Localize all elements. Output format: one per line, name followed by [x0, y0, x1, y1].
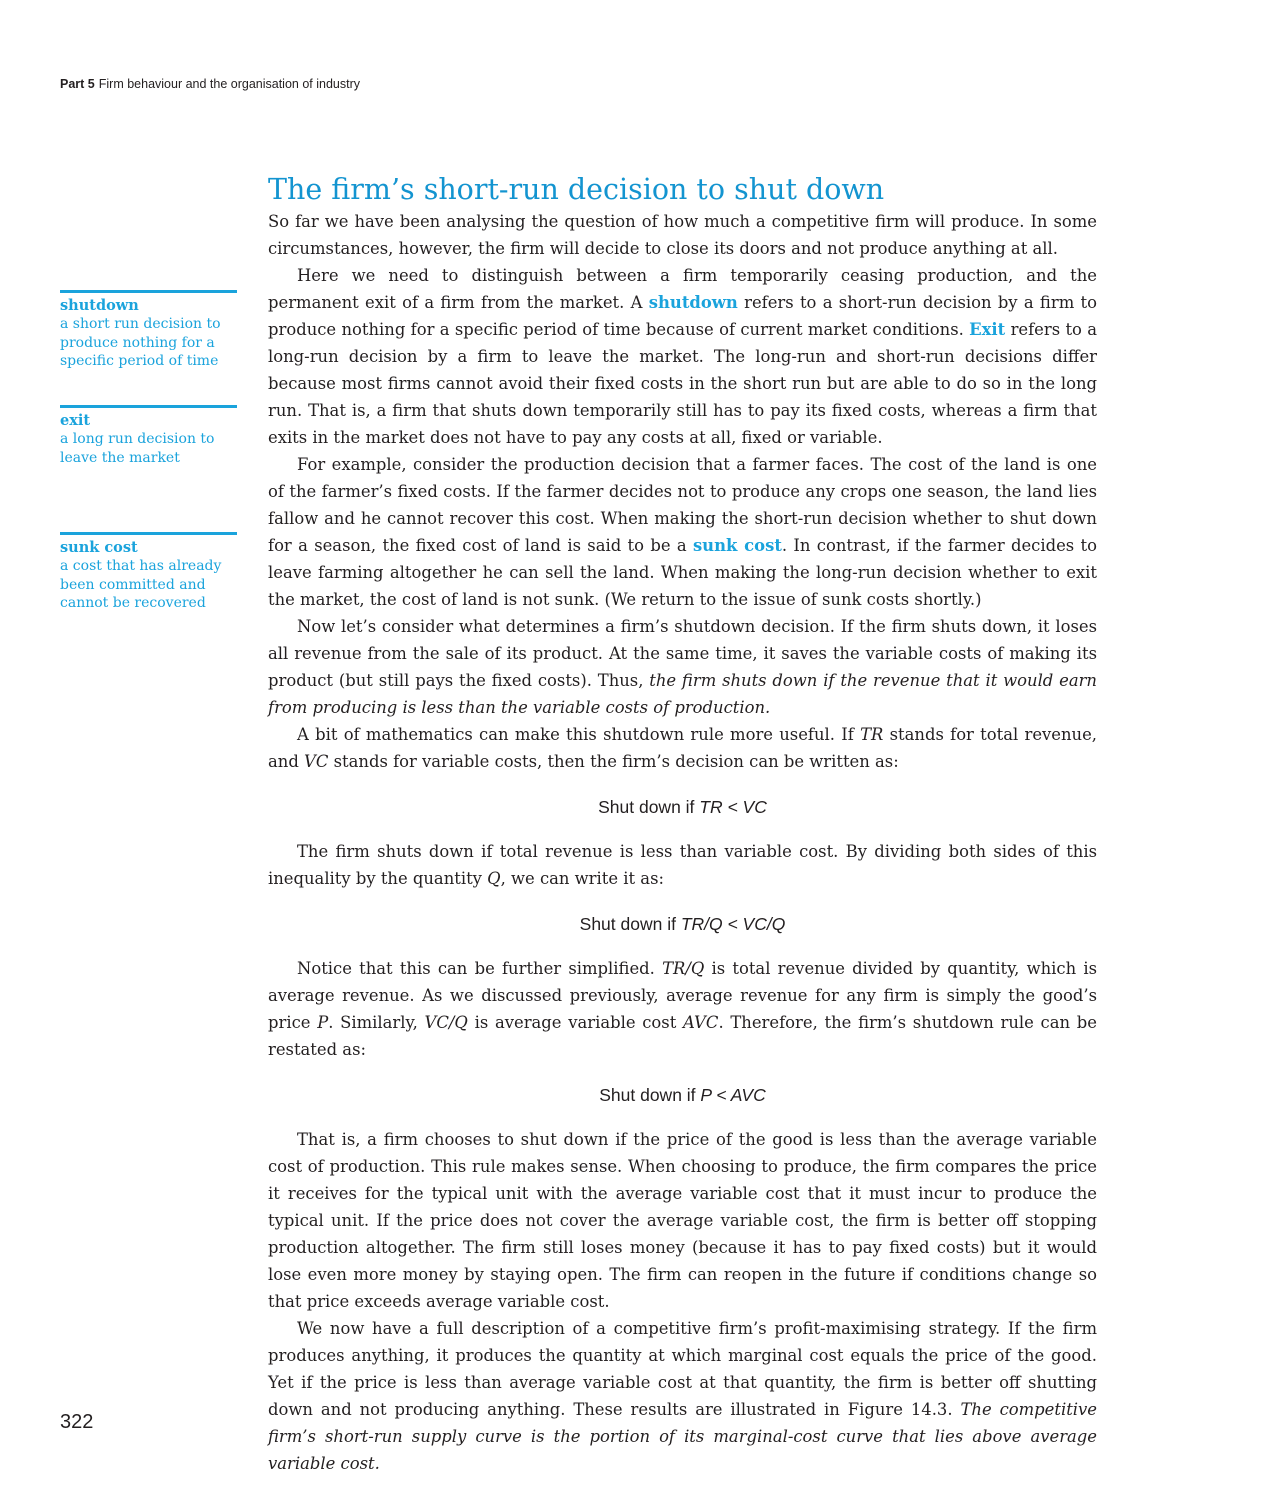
running-head-part: Part 5 [60, 77, 95, 91]
margin-term-shutdown [60, 290, 237, 371]
margin-term-definition: a cost that has already been committed and cannot be recovered [60, 558, 222, 611]
margin-term-sunk-cost [60, 532, 237, 613]
equation-per-unit: Shut down if TR/Q < VC/Q [579, 914, 786, 934]
key-term-shutdown: shutdown [648, 293, 738, 312]
main-text [268, 172, 1097, 1477]
page-number: 322 [60, 1411, 94, 1433]
paragraph-farmer-example: For example, consider the production decision that a farmer faces. The cost of the land is one of the farmer’s fixed costs. If the farmer decides not to produce any crops one season, the land lies fallow and he cannot recover this cost. When making the short-run decision whether to shut down for a season, the fixed cost of land is said to be a sunk cost. In contrast, if the farmer decides to leave farming altogether he can sell the land. When making the long-run decision whether to exit the market, the cost of land is not sunk. (We return to the issue of sunk costs shortly.) [268, 455, 1097, 609]
paragraph-divide-by-q: The firm shuts down if total revenue is less than variable cost. By dividing both sides of this inequality by the quantity Q, we can write it as: [268, 842, 1097, 888]
running-head [60, 77, 360, 91]
margin-term-word: shutdown [60, 297, 139, 314]
margin-term-word: exit [60, 412, 91, 429]
margin-term-exit [60, 405, 237, 467]
key-term-sunk-cost: sunk cost [692, 536, 782, 555]
section-heading: The firm’s short-run decision to shut down [268, 173, 885, 206]
paragraph-shutdown-exit: Here we need to distinguish between a firm temporarily ceasing production, and the permanent exit of a firm from the market. A shutdown refers to a short-run decision by a firm to produce nothing for a specific period of time because of current market conditions. Exit refers to a long-run decision by a firm to leave the market. The long-run and short-run decisions differ because most firms cannot avoid their fixed costs in the short run but are able to do so in the long run. That is, a firm that shuts down temporarily still has to pay its fixed costs, whereas a firm that exits in the market does not have to pay any costs at all, fixed or variable. [268, 266, 1097, 447]
paragraph-summary: We now have a full description of a competitive firm’s profit-maximising strategy. If the firm produces anything, it produces the quantity at which marginal cost equals the price of the good. Yet if the price is less than average variable cost at that quantity, the firm is better off shutting down and not producing anything. These results are illustrated in Figure 14.3. The competitive firm’s short-run supply curve is the portion of its marginal-cost curve that lies above average variable cost. [268, 1319, 1097, 1473]
paragraph-rule-explained: That is, a firm chooses to shut down if the price of the good is less than the average variable cost of production. This rule makes sense. When choosing to produce, the firm compares the price it receives for the typical unit with the average variable cost that it must incur to produce the typical unit. If the price does not cover the average variable cost, the firm is better off stopping production altogether. The firm still loses money (because it has to pay fixed costs) but it would lose even more money by staying open. The firm can reopen in the future if conditions change so that price exceeds average variable cost. [268, 1130, 1097, 1311]
key-term-exit: Exit [969, 320, 1006, 339]
equation-p-avc: Shut down if P < AVC [599, 1085, 766, 1105]
paragraph-mathematics: A bit of mathematics can make this shutdown rule more useful. If TR stands for total revenue, and VC stands for variable costs, then the firm’s decision can be written as: [268, 725, 1098, 771]
paragraph-simplified: Notice that this can be further simplified. TR/Q is total revenue divided by quantity, which is average revenue. As we discussed previously, average revenue for any firm is simply the good’s price P. Similarly, VC/Q is average variable cost AVC. Therefore, the firm’s shutdown rule can be restated as: [268, 959, 1098, 1059]
running-head-title: Firm behaviour and the organisation of industry [98, 77, 361, 91]
equation-tr-vc: Shut down if TR < VC [598, 797, 767, 817]
paragraph-intro: So far we have been analysing the question of how much a competitive firm will produce. In some circumstances, however, the firm will decide to close its doors and not produce anything at all. [268, 212, 1097, 258]
paragraph-shutdown-decision: Now let’s consider what determines a firm’s shutdown decision. If the firm shuts down, it loses all revenue from the sale of its product. At the same time, it saves the variable costs of making its product (but still pays the fixed costs). Thus, the firm shuts down if the revenue that it would earn from producing is less than the variable costs of production. [268, 617, 1097, 717]
margin-term-word: sunk cost [60, 539, 138, 556]
margin-term-definition: a short run decision to produce nothing for a specific period of time [60, 316, 221, 369]
margin-term-definition: a long run decision to leave the market [60, 431, 215, 466]
